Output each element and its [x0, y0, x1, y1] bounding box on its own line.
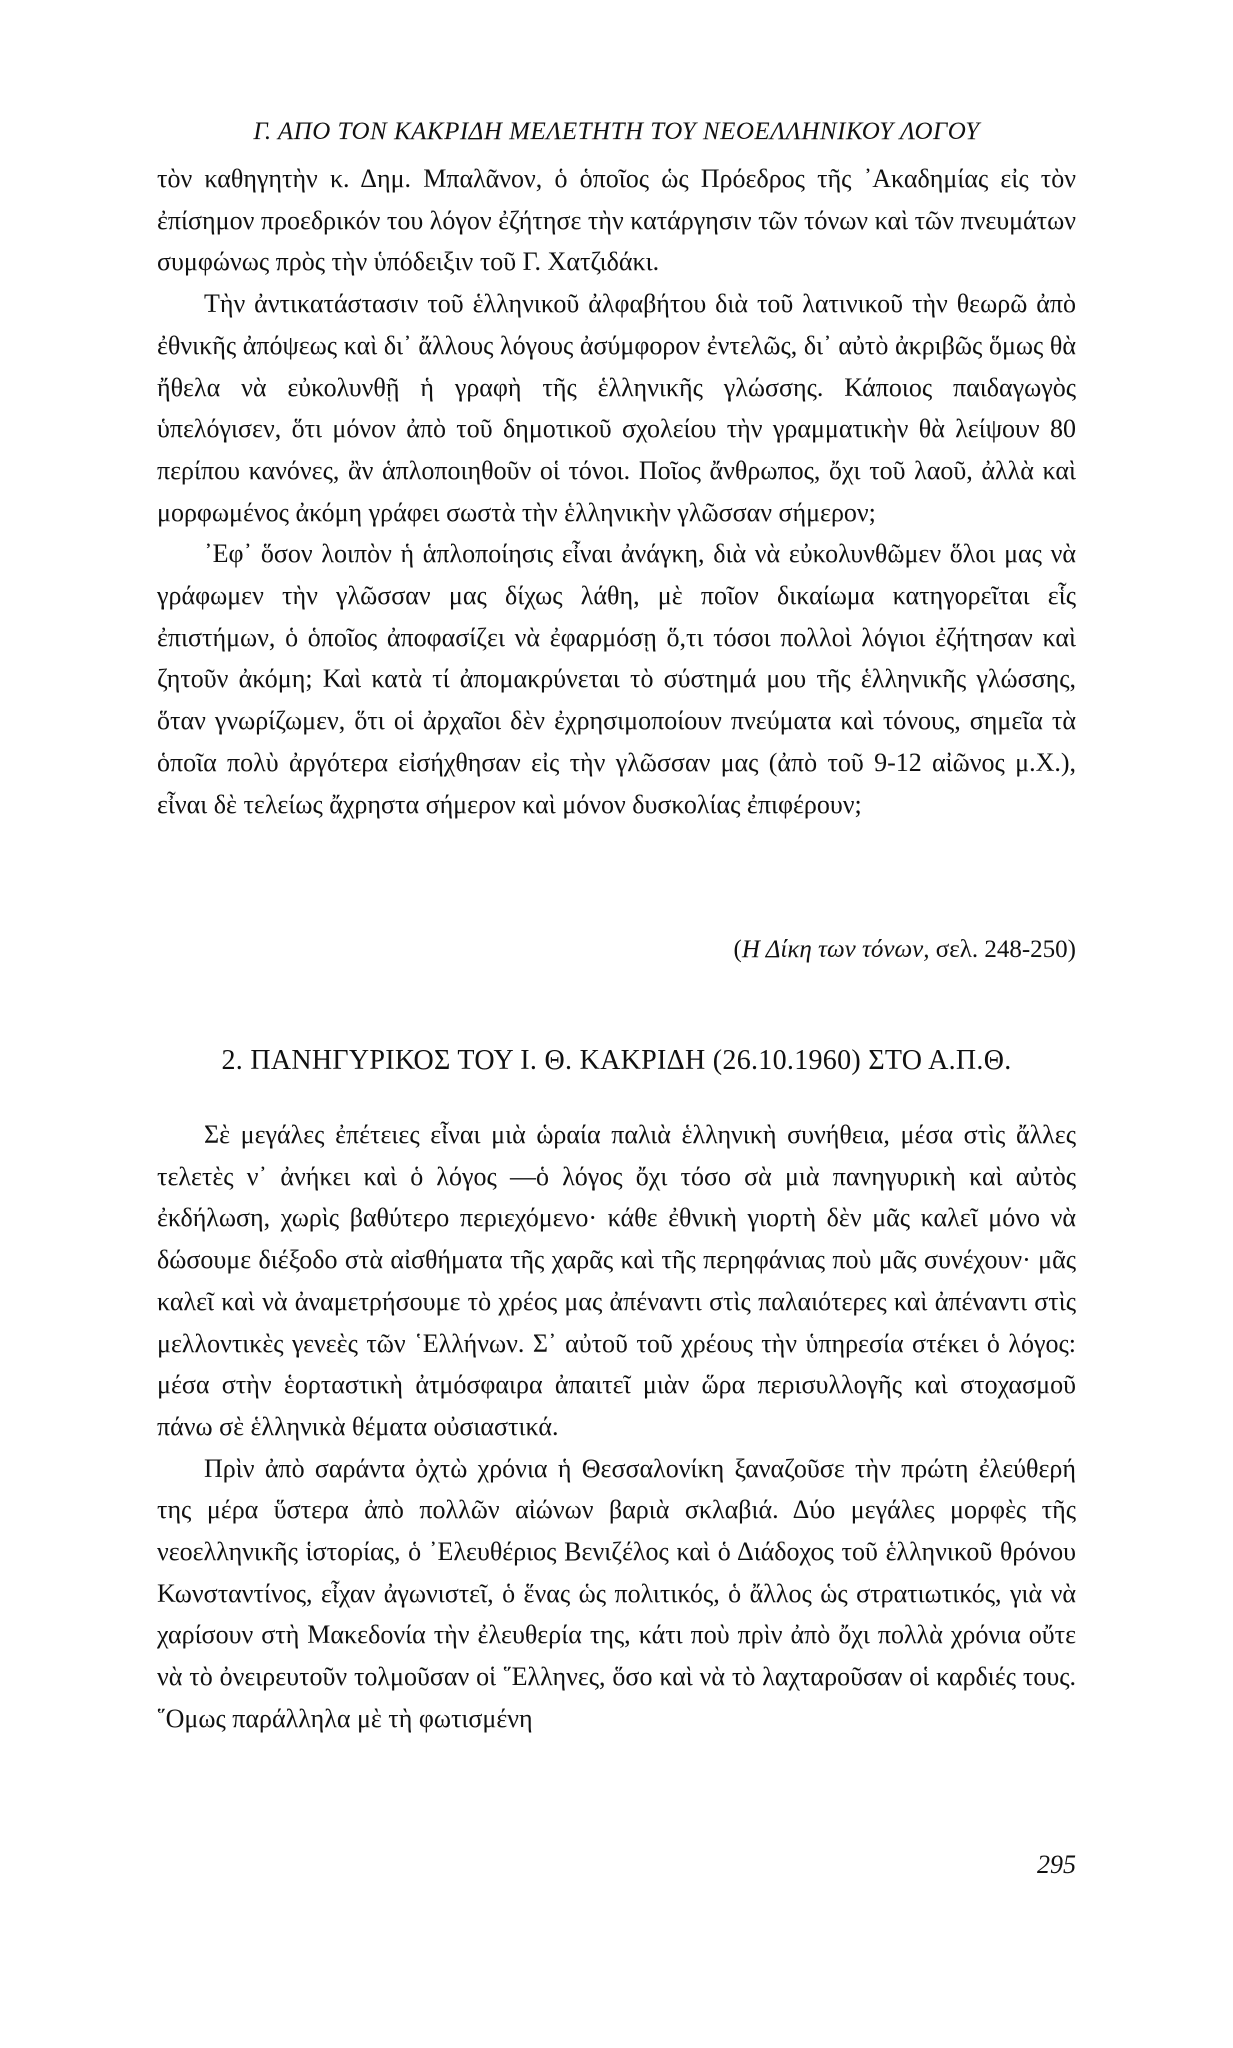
paragraph: Σὲ μεγάλες ἐπέτειες εἶναι μιὰ ὡραία παλιὰ ἑλληνικὴ συνήθεια, μέσα στὶς ἄλλες τελετὲς ν᾿ ἀνήκει καὶ ὁ λόγος —ὁ λόγος ὄχι τόσο σὰ μιὰ πανηγυρικὴ καὶ αὐτὸς ἐκδήλωση, χωρὶς βαθύτερο περιεχόμενο· κάθε ἐθνικὴ γιορτὴ δὲν μᾶς καλεῖ μόνο νὰ δώσουμε διέξοδο στὰ αἰσθήματα τῆς χαρᾶς καὶ τῆς περηφάνιας ποὺ μᾶς συνέχουν· μᾶς καλεῖ καὶ νὰ ἀναμετρήσουμε τὸ χρέος μας ἀπέναντι στὶς παλαιότερες καὶ ἀπέναντι στὶς μελλοντικὲς γενεὲς τῶν ῾Ελλήνων. Σ᾿ αὐτοῦ τοῦ χρέους τὴν ὑπηρεσία στέκει ὁ λόγος: μέσα στὴν ἑορταστικὴ ἀτμόσφαιρα ἀπαιτεῖ μιὰν ὥρα περισυλλογῆς καὶ στοχασμοῦ πάνω σὲ ἑλληνικὰ θέματα οὐσιαστικά.	[157, 1120, 1076, 1441]
section-1-body	[157, 158, 1076, 825]
section-heading: 2. ΠΑΝΗΓΥΡΙΚΟΣ ΤΟΥ Ι. Θ. ΚΑΚΡΙΔΗ (26.10.1960) ΣΤΟ Α.Π.Θ.	[221, 1045, 1012, 1076]
paragraph: Τὴν ἀντικατάστασιν τοῦ ἑλληνικοῦ ἀλφαβήτου διὰ τοῦ λατινικοῦ τὴν θεωρῶ ἀπὸ ἐθνικῆς ἀπόψεως καὶ δι᾿ ἄλλους λόγους ἀσύμφορον ἐντελῶς, δι᾿ αὐτὸ ἀκριβῶς ὅμως θὰ ἤθελα νὰ εὐκολυνθῇ ἡ γραφὴ τῆς ἑλληνικῆς γλώσσης. Κάποιος παιδαγωγὸς ὑπελόγισεν, ὅτι μόνον ἀπὸ τοῦ δημοτικοῦ σχολείου τὴν γραμματικὴν θὰ λείψουν 80 περίπου κανόνες, ἂν ἁπλοποιηθοῦν οἱ τόνοι. Ποῖος ἄνθρωπος, ὄχι τοῦ λαοῦ, ἀλλὰ καὶ μορφωμένος ἀκόμη γράφει σωστὰ τὴν ἑλληνικὴν γλῶσσαν σήμερον;	[157, 289, 1076, 527]
section-2-body	[157, 1114, 1076, 1740]
paragraph: ᾿Εφ᾿ ὅσον λοιπὸν ἡ ἁπλοποίησις εἶναι ἀνάγκη, διὰ νὰ εὐκολυνθῶμεν ὅλοι μας νὰ γράφωμεν τὴν γλῶσσαν μας δίχως λάθη, μὲ ποῖον δικαίωμα κατηγορεῖται εἷς ἐπιστήμων, ὁ ὁποῖος ἀποφασίζει νὰ ἐφαρμόσῃ ὅ,τι τόσοι πολλοὶ λόγιοι ἐζήτησαν καὶ ζητοῦν ἀκόμη; Καὶ κατὰ τί ἀπομακρύνεται τὸ σύστημά μου τῆς ἑλληνικῆς γλώσσης, ὅταν γνωρίζωμεν, ὅτι οἱ ἀρχαῖοι δὲν ἐχρησιμοποίουν πνεύματα καὶ τόνους, σημεῖα τὰ ὁποῖα πολὺ ἀργότερα εἰσήχθησαν εἰς τὴν γλῶσσαν μας (ἀπὸ τοῦ 9-12 αἰῶνος μ.Χ.), εἶναι δὲ τελείως ἄχρηστα σήμερον καὶ μόνον δυσκολίας ἐπιφέρουν;	[157, 539, 1076, 819]
paragraph: Πρὶν ἀπὸ σαράντα ὀχτὼ χρόνια ἡ Θεσσαλονίκη ξαναζοῦσε τὴν πρώτη ἐλεύθερή της μέρα ὕστερα ἀπὸ πολλῶν αἰώνων βαριὰ σκλαβιά. Δύο μεγάλες μορφὲς τῆς νεοελληνικῆς ἱστορίας, ὁ ᾿Ελευθέριος Βενιζέλος καὶ ὁ Διάδοχος τοῦ ἑλληνικοῦ θρόνου Κωνσταντίνος, εἶχαν ἀγωνιστεῖ, ὁ ἕνας ὡς πολιτικός, ὁ ἄλλος ὡς στρατιωτικός, γιὰ νὰ χαρίσουν στὴ Μακεδονία τὴν ἐλευθερία της, κάτι ποὺ πρὶν ἀπὸ ὄχι πολλὰ χρόνια οὔτε νὰ τὸ ὀνειρευτοῦν τολμοῦσαν οἱ ῞Ελληνες, ὅσο καὶ νὰ τὸ λαχταροῦσαν οἱ καρδιές τους. ῞Ομως παράλληλα μὲ τὴ φωτισμένη	[157, 1453, 1076, 1733]
running-head: Γ. ΑΠΟ ΤΟΝ ΚΑΚΡΙΔΗ ΜΕΛΕΤΗΤΗ ΤΟΥ ΝΕΟΕΛΛΗΝΙΚΟΥ ΛΟΓΟΥ	[253, 118, 980, 145]
citation	[734, 936, 1076, 964]
paragraph: τὸν καθηγητὴν κ. Δημ. Μπαλᾶνον, ὁ ὁποῖος ὡς Πρόεδρος τῆς ᾿Ακαδημίας εἰς τὸν ἐπίσημον προεδρικόν του λόγον ἐζήτησε τὴν κατάργησιν τῶν τόνων καὶ τῶν πνευμάτων συμφώνως πρὸς τὴν ὑπόδειξιν τοῦ Γ. Χατζιδάκι.	[157, 164, 1076, 277]
page-number: 295	[1037, 1850, 1076, 1879]
citation-pages: σελ. 248-250)	[935, 936, 1076, 963]
citation-title: Η Δίκη των τόνων,	[741, 936, 930, 963]
citation-open: (	[733, 936, 742, 963]
